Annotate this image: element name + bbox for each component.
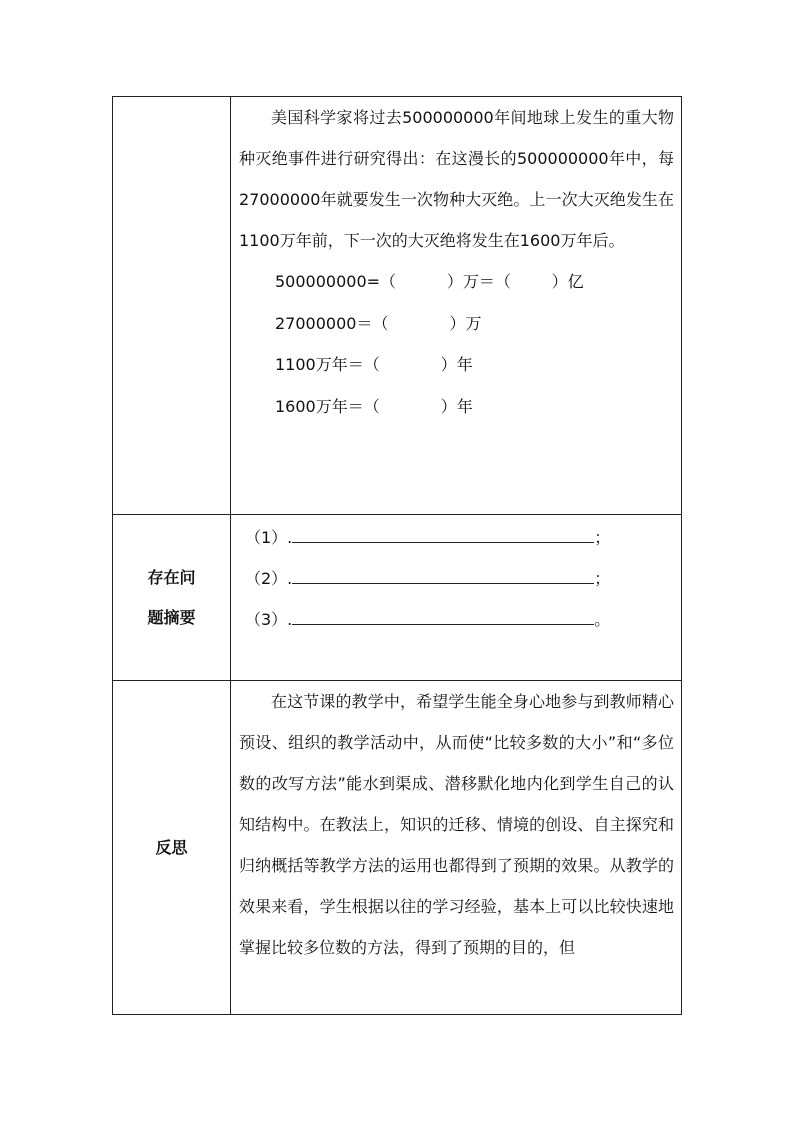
equation-4: 1600万年＝（ ）年	[275, 396, 473, 416]
equation-3: 1100万年＝（ ）年	[275, 355, 473, 374]
issue-2-blank[interactable]	[292, 569, 594, 584]
reflection-text: 在这节课的教学中，希望学生能全身心地参与到教师精心预设、组织的教学活动中，从而使“比较多数的大小”和“多位数的改写方法”能水到渠成、潜移默化地内化到学生自己的认知结构中。在教法上，知识的迁移、情境的创设、自主探究和归纳概括等教学方法的运用也都得到了预期的效果。从教学的效果来看，学生根据以往的学习经验，基本上可以比较快速地掌握比较多位数的方法，得到了预期的目的，但	[239, 692, 674, 957]
equation-2: 27000000＝（ ）万	[275, 313, 482, 333]
problem-paragraph: 美国科学家将过去500000000年间地球上发生的重大物种灭绝事件进行研究得出：在这漫长的500000000年中，每27000000年就要发生一次物种大灭绝。上一次大灭绝发生在1100万年前，下一次的大灭绝将发生在1600万年后。	[239, 108, 674, 250]
issues-label-cell	[113, 515, 231, 681]
issue-3-blank[interactable]	[292, 610, 594, 625]
reflection-label: 反思	[155, 837, 188, 857]
issue-item-2	[239, 558, 674, 599]
issue-1-prefix: （1）.	[245, 528, 293, 547]
issue-item-3	[239, 599, 674, 640]
issues-label-line-1: 存在问	[147, 567, 196, 587]
issues-content-cell	[231, 515, 682, 681]
issues-label-line-2: 题摘要	[147, 607, 196, 627]
reflection-label-cell	[113, 681, 231, 1015]
issue-1-suffix: ；	[594, 528, 611, 547]
issue-3-prefix: （3）.	[245, 610, 293, 629]
issue-item-1	[239, 517, 674, 558]
issue-3-suffix: 。	[594, 610, 611, 629]
issue-2-prefix: （2）.	[245, 569, 293, 588]
equation-1: 500000000=（ ）万＝（ ）亿	[275, 272, 584, 291]
problem-row	[113, 97, 682, 515]
issues-row	[113, 515, 682, 681]
issue-2-suffix: ；	[594, 569, 611, 588]
reflection-row	[113, 681, 682, 1015]
problem-content-cell	[231, 97, 682, 515]
issue-1-blank[interactable]	[292, 528, 594, 543]
lesson-table	[112, 96, 682, 1015]
problem-label-cell	[113, 97, 231, 515]
reflection-content-cell	[231, 681, 682, 1015]
